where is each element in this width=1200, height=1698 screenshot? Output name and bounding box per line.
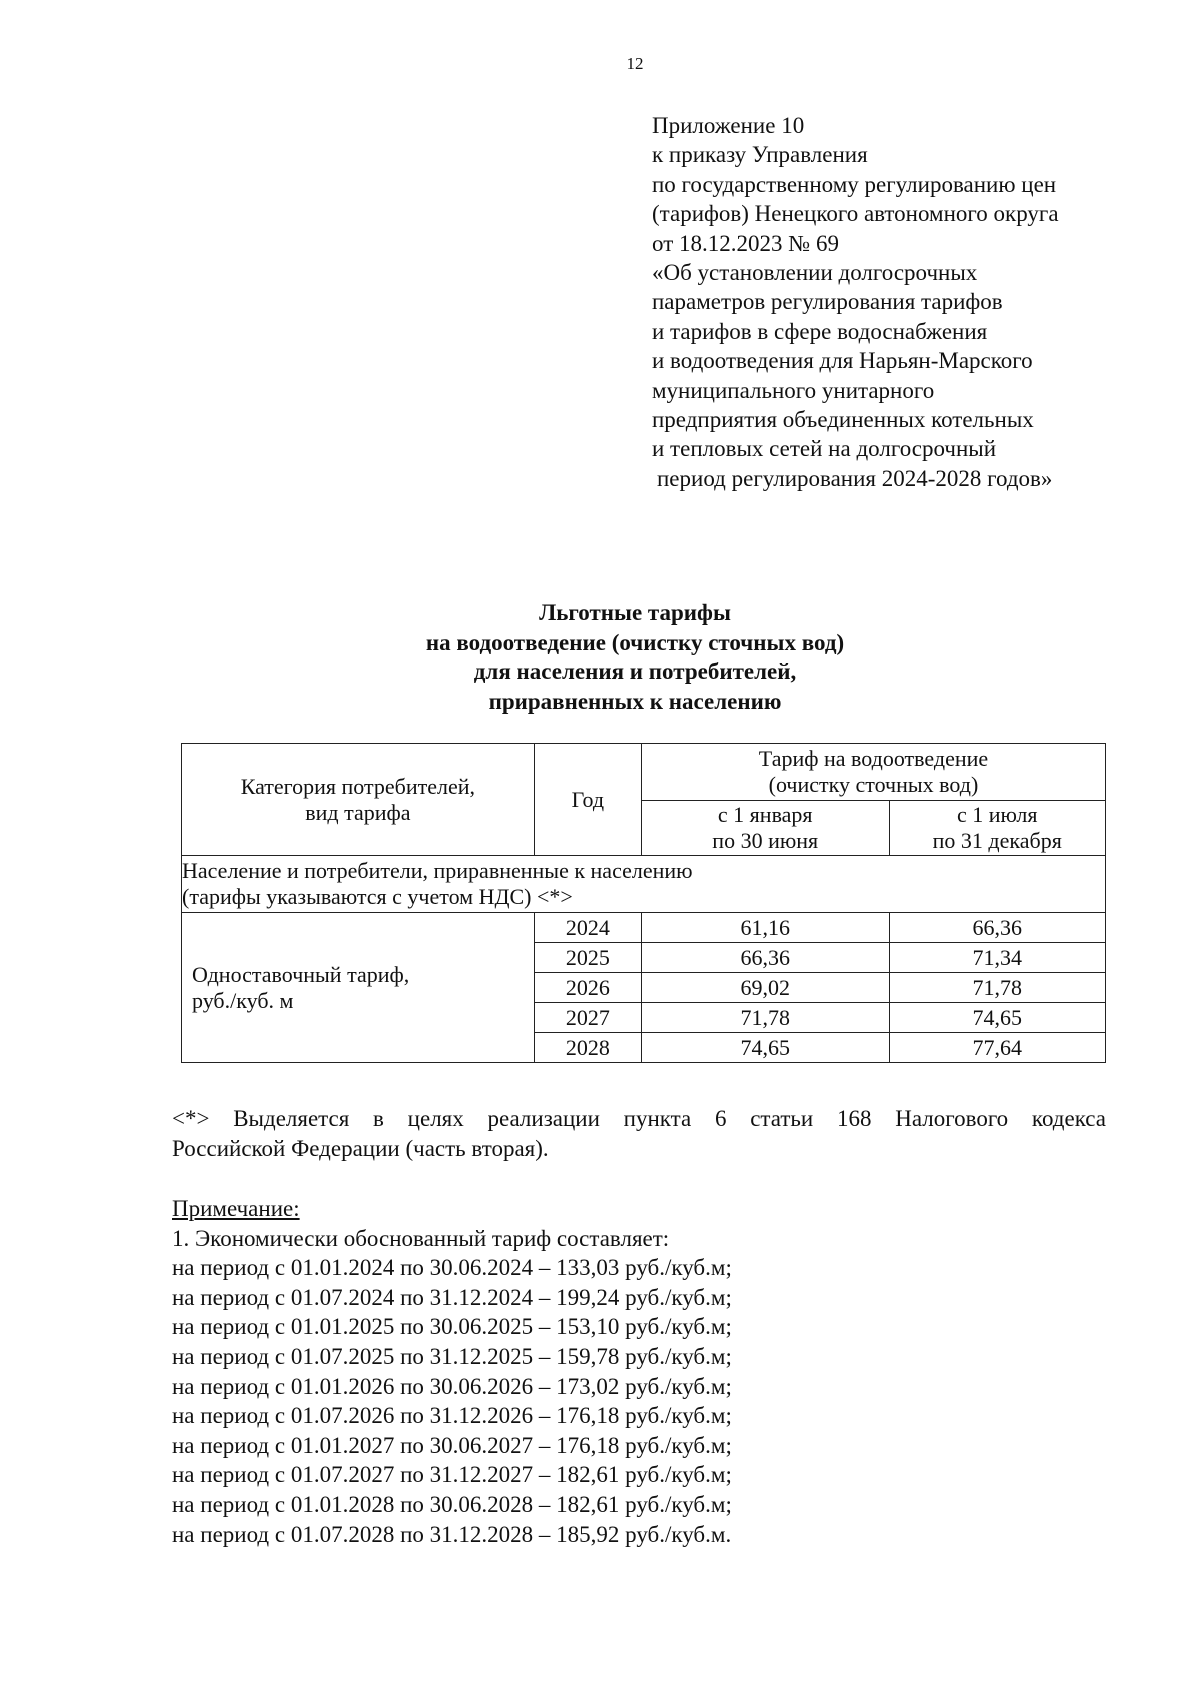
appendix-line: муниципального унитарного (652, 377, 935, 403)
header-category-line: вид тарифа (305, 799, 411, 825)
section-label (182, 856, 1106, 913)
appendix-header (652, 111, 1059, 493)
note-period-line: на период с 01.07.2025 по 31.12.2025 – 159,78 руб./куб.м; (172, 1343, 732, 1369)
july-tariff-cell: 66,36 (889, 913, 1106, 943)
note-period-line: на период с 01.07.2024 по 31.12.2024 – 199,24 руб./куб.м; (172, 1284, 732, 1310)
header-july-period (889, 801, 1106, 856)
january-tariff-cell: 71,78 (641, 1003, 889, 1033)
note-section (172, 1194, 732, 1549)
appendix-line: и водоотведения для Нарьян-Марского (652, 348, 1033, 374)
july-tariff-cell: 74,65 (889, 1003, 1106, 1033)
appendix-line: предприятия объединенных котельных (652, 407, 1034, 433)
note-period-line: на период с 01.01.2026 по 30.06.2026 – 173,02 руб./куб.м; (172, 1373, 732, 1399)
header-year: Год (534, 744, 641, 856)
title-line: на водоотведение (очистку сточных вод) (425, 629, 845, 655)
note-period-line: на период с 01.07.2028 по 31.12.2028 – 185,92 руб./куб.м. (172, 1521, 732, 1547)
table-row (182, 913, 1106, 943)
category-cell (182, 913, 535, 1063)
year-cell: 2027 (534, 1003, 641, 1033)
note-heading: Примечание: (172, 1196, 300, 1221)
header-tariff (641, 744, 1105, 801)
note-period-line: на период с 01.01.2024 по 30.06.2024 – 133,03 руб./куб.м; (172, 1255, 732, 1281)
title-line: Льготные тарифы (539, 600, 731, 625)
appendix-line: и тепловых сетей на долгосрочный (652, 436, 997, 462)
january-tariff-cell: 61,16 (641, 913, 889, 943)
section-line: (тарифы указываются с учетом НДС) <*> (182, 884, 573, 909)
footnote (172, 1104, 1106, 1163)
january-tariff-cell: 74,65 (641, 1033, 889, 1063)
july-tariff-cell: 77,64 (889, 1033, 1106, 1063)
note-intro: 1. Экономически обоснованный тариф составляет: (172, 1225, 670, 1251)
header-period-line: с 1 июля (956, 802, 1038, 827)
header-category-line: Категория потребителей, (240, 773, 476, 799)
header-january-period (641, 801, 889, 856)
note-period-line: на период с 01.07.2026 по 31.12.2026 – 176,18 руб./куб.м; (172, 1403, 732, 1429)
july-tariff-cell: 71,34 (889, 943, 1106, 973)
year-cell: 2024 (534, 913, 641, 943)
year-cell: 2028 (534, 1033, 641, 1063)
appendix-line: к приказу Управления (652, 142, 868, 168)
header-period-line: по 30 июня (712, 828, 819, 853)
january-tariff-cell: 66,36 (641, 943, 889, 973)
header-period-line: с 1 января (717, 802, 813, 827)
footnote-line: Российской Федерации (часть вторая). (172, 1135, 549, 1161)
header-tariff-line: Тариф на водоотведение (758, 746, 989, 771)
category-line: руб./куб. м (192, 987, 294, 1013)
title-line: для населения и потребителей, (473, 659, 797, 684)
january-tariff-cell: 69,02 (641, 973, 889, 1003)
table-header-row (182, 744, 1106, 801)
appendix-line: от 18.12.2023 № 69 (652, 230, 839, 256)
july-tariff-cell: 71,78 (889, 973, 1106, 1003)
appendix-line: параметров регулирования тарифов (652, 289, 1003, 315)
note-period-line: на период с 01.07.2027 по 31.12.2027 – 182,61 руб./куб.м; (172, 1462, 732, 1488)
section-line: Население и потребители, приравненные к населению (182, 858, 693, 883)
category-line: Одноставочный тариф, (192, 961, 410, 987)
appendix-line: (тарифов) Ненецкого автономного округа (652, 201, 1059, 227)
year-cell: 2026 (534, 973, 641, 1003)
note-period-line: на период с 01.01.2025 по 30.06.2025 – 153,10 руб./куб.м; (172, 1314, 732, 1340)
appendix-line: по государственному регулированию цен (652, 171, 1057, 197)
appendix-line: «Об установлении долгосрочных (652, 260, 978, 286)
title-line: приравненных к населению (488, 688, 782, 714)
header-category (182, 744, 535, 856)
page-number: 12 (626, 54, 644, 73)
document-title (0, 598, 1200, 716)
appendix-line: и тарифов в сфере водоснабжения (652, 318, 988, 344)
note-period-line: на период с 01.01.2027 по 30.06.2027 – 176,18 руб./куб.м; (172, 1432, 732, 1458)
header-tariff-line: (очистку сточных вод) (768, 772, 979, 797)
header-period-line: по 31 декабря (932, 828, 1062, 853)
appendix-line: период регулирования 2024-2028 годов» (657, 465, 1053, 491)
note-period-line: на период с 01.01.2028 по 30.06.2028 – 182,61 руб./куб.м; (172, 1491, 732, 1517)
tariff-table (181, 743, 1106, 1063)
footnote-line: <*> Выделяется в целях реализации пункта 6 статьи 168 Налогового кодекса (172, 1106, 1106, 1131)
section-row (182, 856, 1106, 913)
appendix-line: Приложение 10 (652, 113, 805, 138)
year-cell: 2025 (534, 943, 641, 973)
